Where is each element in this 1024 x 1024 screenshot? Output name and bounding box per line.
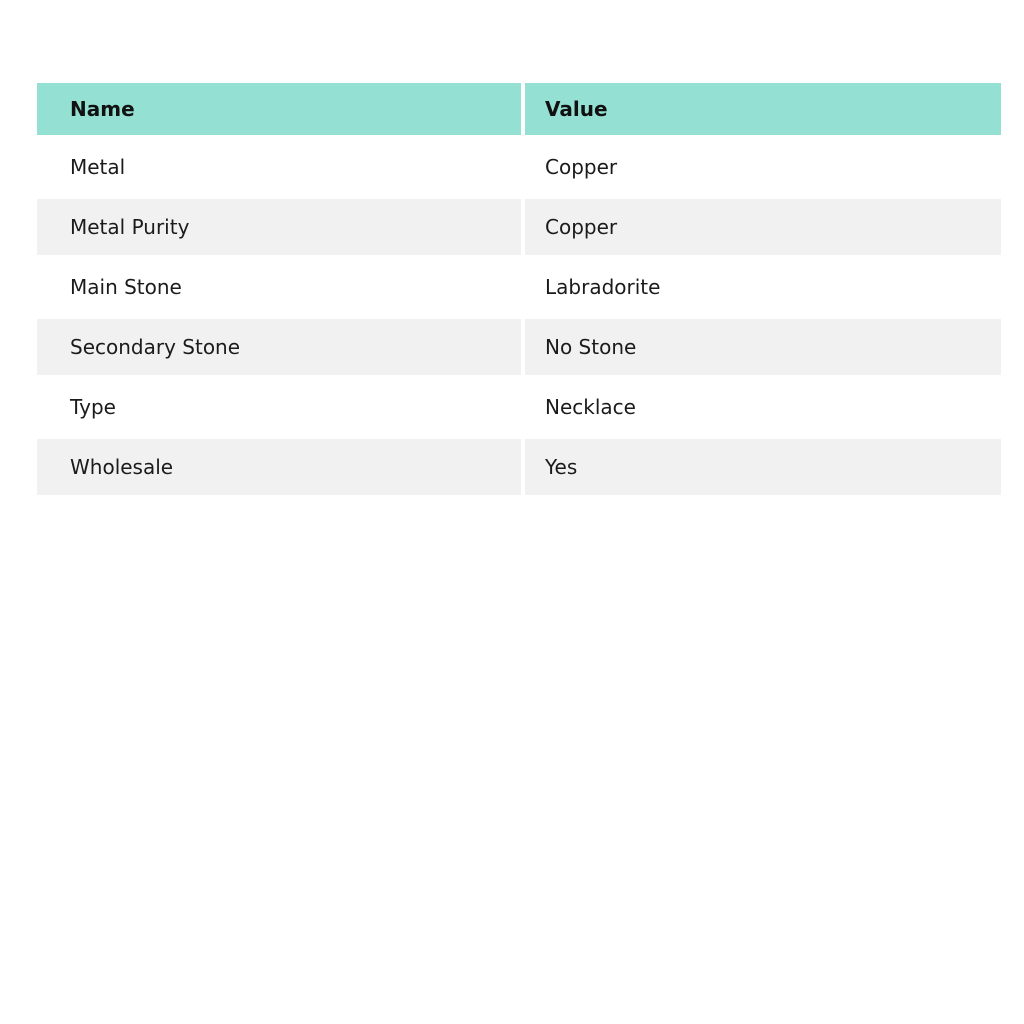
cell-name: Main Stone bbox=[37, 259, 521, 315]
table-row bbox=[37, 259, 1001, 315]
cell-value: Copper bbox=[525, 199, 1001, 255]
table-row bbox=[37, 439, 1001, 495]
attributes-table bbox=[33, 79, 1005, 499]
table-row bbox=[37, 319, 1001, 375]
cell-name: Secondary Stone bbox=[37, 319, 521, 375]
cell-value: Copper bbox=[525, 139, 1001, 195]
cell-value: Labradorite bbox=[525, 259, 1001, 315]
column-header-name: Name bbox=[37, 83, 521, 135]
cell-name: Wholesale bbox=[37, 439, 521, 495]
cell-value: Yes bbox=[525, 439, 1001, 495]
cell-name: Metal Purity bbox=[37, 199, 521, 255]
cell-name: Type bbox=[37, 379, 521, 435]
table-row bbox=[37, 199, 1001, 255]
cell-value: No Stone bbox=[525, 319, 1001, 375]
column-header-value: Value bbox=[525, 83, 1001, 135]
cell-value: Necklace bbox=[525, 379, 1001, 435]
table-row bbox=[37, 139, 1001, 195]
cell-name: Metal bbox=[37, 139, 521, 195]
table-header-row bbox=[37, 83, 1001, 135]
table-row bbox=[37, 379, 1001, 435]
